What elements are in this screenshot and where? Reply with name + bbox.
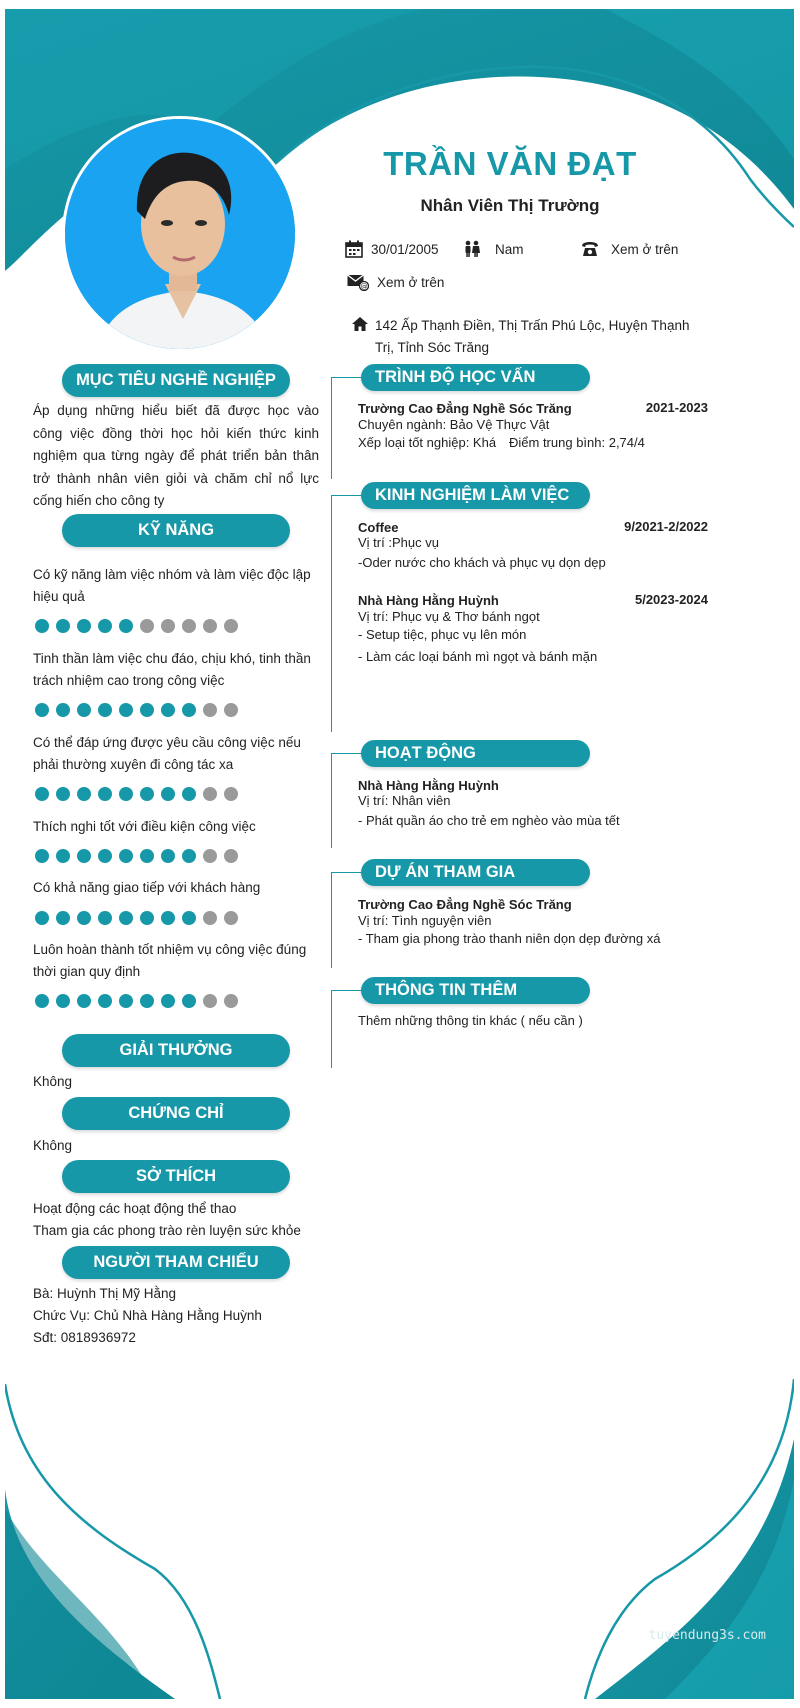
project-detail: Vị trí: Tình nguyện viên — [358, 913, 492, 928]
projects-heading: DỰ ÁN THAM GIA — [361, 859, 590, 886]
job-detail: -Oder nước cho khách và phục vụ dọn dẹp — [358, 555, 606, 570]
rating-dot-empty — [224, 911, 238, 925]
rating-dot-filled — [56, 619, 70, 633]
rating-dot-filled — [161, 911, 175, 925]
email-value: Xem ở trên — [377, 274, 445, 290]
job-detail: - Setup tiệc, phục vụ lên món — [358, 627, 527, 642]
rating-dot-filled — [56, 994, 70, 1008]
rating-dot-filled — [182, 703, 196, 717]
hobbies-heading: SỞ THÍCH — [62, 1160, 290, 1193]
skill-label: Có khả năng giao tiếp với khách hàng — [33, 880, 261, 895]
rating-dot-filled — [77, 703, 91, 717]
rating-dot-filled — [77, 849, 91, 863]
activity-org: Nhà Hàng Hằng Huỳnh — [358, 778, 499, 793]
skill-rating — [35, 787, 238, 801]
activities-bracket — [331, 753, 332, 848]
rating-dot-filled — [140, 703, 154, 717]
rating-dot-empty — [203, 619, 217, 633]
rating-dot-filled — [119, 911, 133, 925]
rating-dot-filled — [98, 994, 112, 1008]
skill-rating — [35, 703, 238, 717]
rating-dot-filled — [98, 703, 112, 717]
project-detail: - Tham gia phong trào thanh niên dọn dẹp đường xá — [358, 931, 661, 946]
rating-dot-empty — [203, 703, 217, 717]
rating-dot-empty — [203, 994, 217, 1008]
skill-rating — [35, 994, 238, 1008]
education-gpa: Điểm trung bình: 2,74/4 — [509, 435, 645, 450]
skill-label: Có kỹ năng làm việc nhóm và làm việc độc lập hiệu quả — [33, 567, 311, 604]
rating-dot-filled — [119, 619, 133, 633]
rating-dot-filled — [98, 849, 112, 863]
job-company: Coffee — [358, 520, 399, 535]
extra-text: Thêm những thông tin khác ( nếu cần ) — [358, 1013, 583, 1028]
skill-rating — [35, 911, 238, 925]
education-major: Chuyên ngành: Bảo Vệ Thực Vật — [358, 417, 550, 432]
rating-dot-empty — [224, 619, 238, 633]
rating-dot-filled — [35, 911, 49, 925]
rating-dot-filled — [161, 994, 175, 1008]
rating-dot-filled — [182, 849, 196, 863]
objective-text: Áp dụng những hiểu biết đã được học vào công việc đồng thời học hỏi kiến thức kinh nghiệm qua từng ngày để phát triển bản thân trở thành nhân viên giỏi và chăm chỉ nổ lực cống hiến cho công ty — [33, 403, 319, 508]
home-icon — [351, 316, 369, 332]
skill-rating — [35, 619, 238, 633]
rating-dot-filled — [35, 619, 49, 633]
reference-phone: Sđt: 0818936972 — [33, 1330, 136, 1345]
rating-dot-filled — [140, 994, 154, 1008]
rating-dot-filled — [35, 849, 49, 863]
portrait-illustration — [65, 119, 298, 352]
rating-dot-filled — [98, 787, 112, 801]
rating-dot-empty — [203, 849, 217, 863]
rating-dot-filled — [161, 849, 175, 863]
phone-row — [581, 240, 678, 258]
gender-icon — [463, 240, 481, 258]
watermark-text: tuyendung3s.com — [648, 1628, 766, 1643]
email-row — [347, 273, 444, 291]
education-school: Trường Cao Đẳng Nghề Sóc Trăng — [358, 401, 572, 416]
reference-name: Bà: Huỳnh Thị Mỹ Hằng — [33, 1286, 177, 1301]
rating-dot-empty — [224, 849, 238, 863]
rating-dot-filled — [56, 849, 70, 863]
rating-dot-filled — [161, 787, 175, 801]
gender-value: Nam — [495, 241, 524, 257]
rating-dot-empty — [224, 994, 238, 1008]
rating-dot-filled — [35, 703, 49, 717]
awards-text: Không — [33, 1074, 73, 1089]
experience-heading: KINH NGHIỆM LÀM VIỆC — [361, 482, 590, 509]
rating-dot-empty — [203, 787, 217, 801]
certificates-heading: CHỨNG CHỈ — [62, 1097, 290, 1130]
rating-dot-filled — [182, 787, 196, 801]
rating-dot-empty — [182, 619, 196, 633]
rating-dot-filled — [140, 787, 154, 801]
address-row — [351, 315, 711, 359]
phone-value: Xem ở trên — [611, 241, 679, 257]
objective-heading: MỤC TIÊU NGHỀ NGHIỆP — [62, 364, 290, 397]
job-detail: Vị trí :Phục vụ — [358, 535, 439, 550]
email-icon — [347, 273, 369, 291]
candidate-name: TRẦN VĂN ĐẠT — [383, 145, 637, 182]
rating-dot-filled — [77, 911, 91, 925]
rating-dot-filled — [119, 787, 133, 801]
project-org: Trường Cao Đẳng Nghề Sóc Trăng — [358, 897, 572, 912]
rating-dot-empty — [161, 619, 175, 633]
rating-dot-empty — [203, 911, 217, 925]
education-heading: TRÌNH ĐỘ HỌC VẤN — [361, 364, 590, 391]
rating-dot-filled — [56, 911, 70, 925]
rating-dot-filled — [77, 994, 91, 1008]
hobby-item: Hoạt động các hoạt động thể thao — [33, 1201, 237, 1216]
rating-dot-filled — [140, 849, 154, 863]
rating-dot-filled — [182, 911, 196, 925]
skill-label: Thích nghi tốt với điều kiện công việc — [33, 819, 256, 834]
phone-icon — [581, 240, 599, 258]
skill-label: Tinh thần làm việc chu đáo, chịu khó, tinh thần trách nhiệm cao trong công việc — [33, 651, 311, 688]
rating-dot-filled — [119, 703, 133, 717]
certificates-text: Không — [33, 1138, 73, 1153]
activity-detail: - Phát quần áo cho trẻ em nghèo vào mùa tết — [358, 813, 620, 828]
rating-dot-filled — [182, 994, 196, 1008]
job-period: 5/2023-2024 — [634, 592, 708, 607]
skill-rating — [35, 849, 238, 863]
rating-dot-empty — [224, 703, 238, 717]
skill-label: Luôn hoàn thành tốt nhiệm vụ công việc đúng thời gian quy định — [33, 942, 307, 979]
job-detail: - Làm các loại bánh mì ngọt và bánh mặn — [358, 649, 598, 664]
activity-detail: Vị trí: Nhân viên — [358, 793, 451, 808]
job-period: 9/2021-2/2022 — [624, 519, 708, 534]
dob-value: 30/01/2005 — [371, 241, 439, 257]
rating-dot-filled — [119, 849, 133, 863]
dob-row — [345, 240, 439, 258]
rating-dot-empty — [224, 787, 238, 801]
reference-position: Chức Vụ: Chủ Nhà Hàng Hằng Huỳnh — [33, 1308, 262, 1323]
calendar-icon — [345, 240, 363, 258]
extra-bracket — [331, 990, 332, 1068]
address-value: 142 Ấp Thạnh Điền, Thị Trấn Phú Lộc, Huyện Thạnh Trị, Tỉnh Sóc Trăng — [375, 318, 690, 355]
hobby-item: Tham gia các phong trào rèn luyện sức khỏe — [33, 1223, 301, 1238]
cv-page — [5, 9, 794, 1699]
rating-dot-filled — [98, 619, 112, 633]
extra-heading: THÔNG TIN THÊM — [361, 977, 590, 1004]
skills-heading: KỸ NĂNG — [62, 514, 290, 547]
rating-dot-filled — [77, 619, 91, 633]
rating-dot-filled — [98, 911, 112, 925]
rating-dot-filled — [56, 787, 70, 801]
rating-dot-filled — [56, 703, 70, 717]
education-rank: Xếp loại tốt nghiệp: Khá — [358, 435, 497, 450]
job-company: Nhà Hàng Hằng Huỳnh — [358, 593, 499, 608]
education-period: 2021-2023 — [645, 400, 708, 415]
avatar-photo — [62, 116, 298, 352]
awards-heading: GIẢI THƯỞNG — [62, 1034, 290, 1067]
rating-dot-filled — [161, 703, 175, 717]
rating-dot-filled — [77, 787, 91, 801]
references-heading: NGƯỜI THAM CHIẾU — [62, 1246, 290, 1279]
education-bracket — [331, 377, 332, 479]
projects-bracket — [331, 872, 332, 968]
rating-dot-filled — [140, 911, 154, 925]
skill-label: Có thể đáp ứng được yêu cầu công việc nếu phải thường xuyên đi công tác xa — [33, 735, 301, 772]
rating-dot-filled — [35, 787, 49, 801]
rating-dot-filled — [119, 994, 133, 1008]
activities-heading: HOẠT ĐỘNG — [361, 740, 590, 767]
rating-dot-empty — [140, 619, 154, 633]
svg-text:@: @ — [360, 282, 368, 291]
job-title: Nhân Viên Thị Trường — [420, 196, 600, 215]
job-detail: Vị trí: Phục vụ & Thơ bánh ngọt — [358, 609, 540, 624]
experience-bracket — [331, 495, 332, 732]
rating-dot-filled — [35, 994, 49, 1008]
gender-row — [463, 240, 524, 258]
